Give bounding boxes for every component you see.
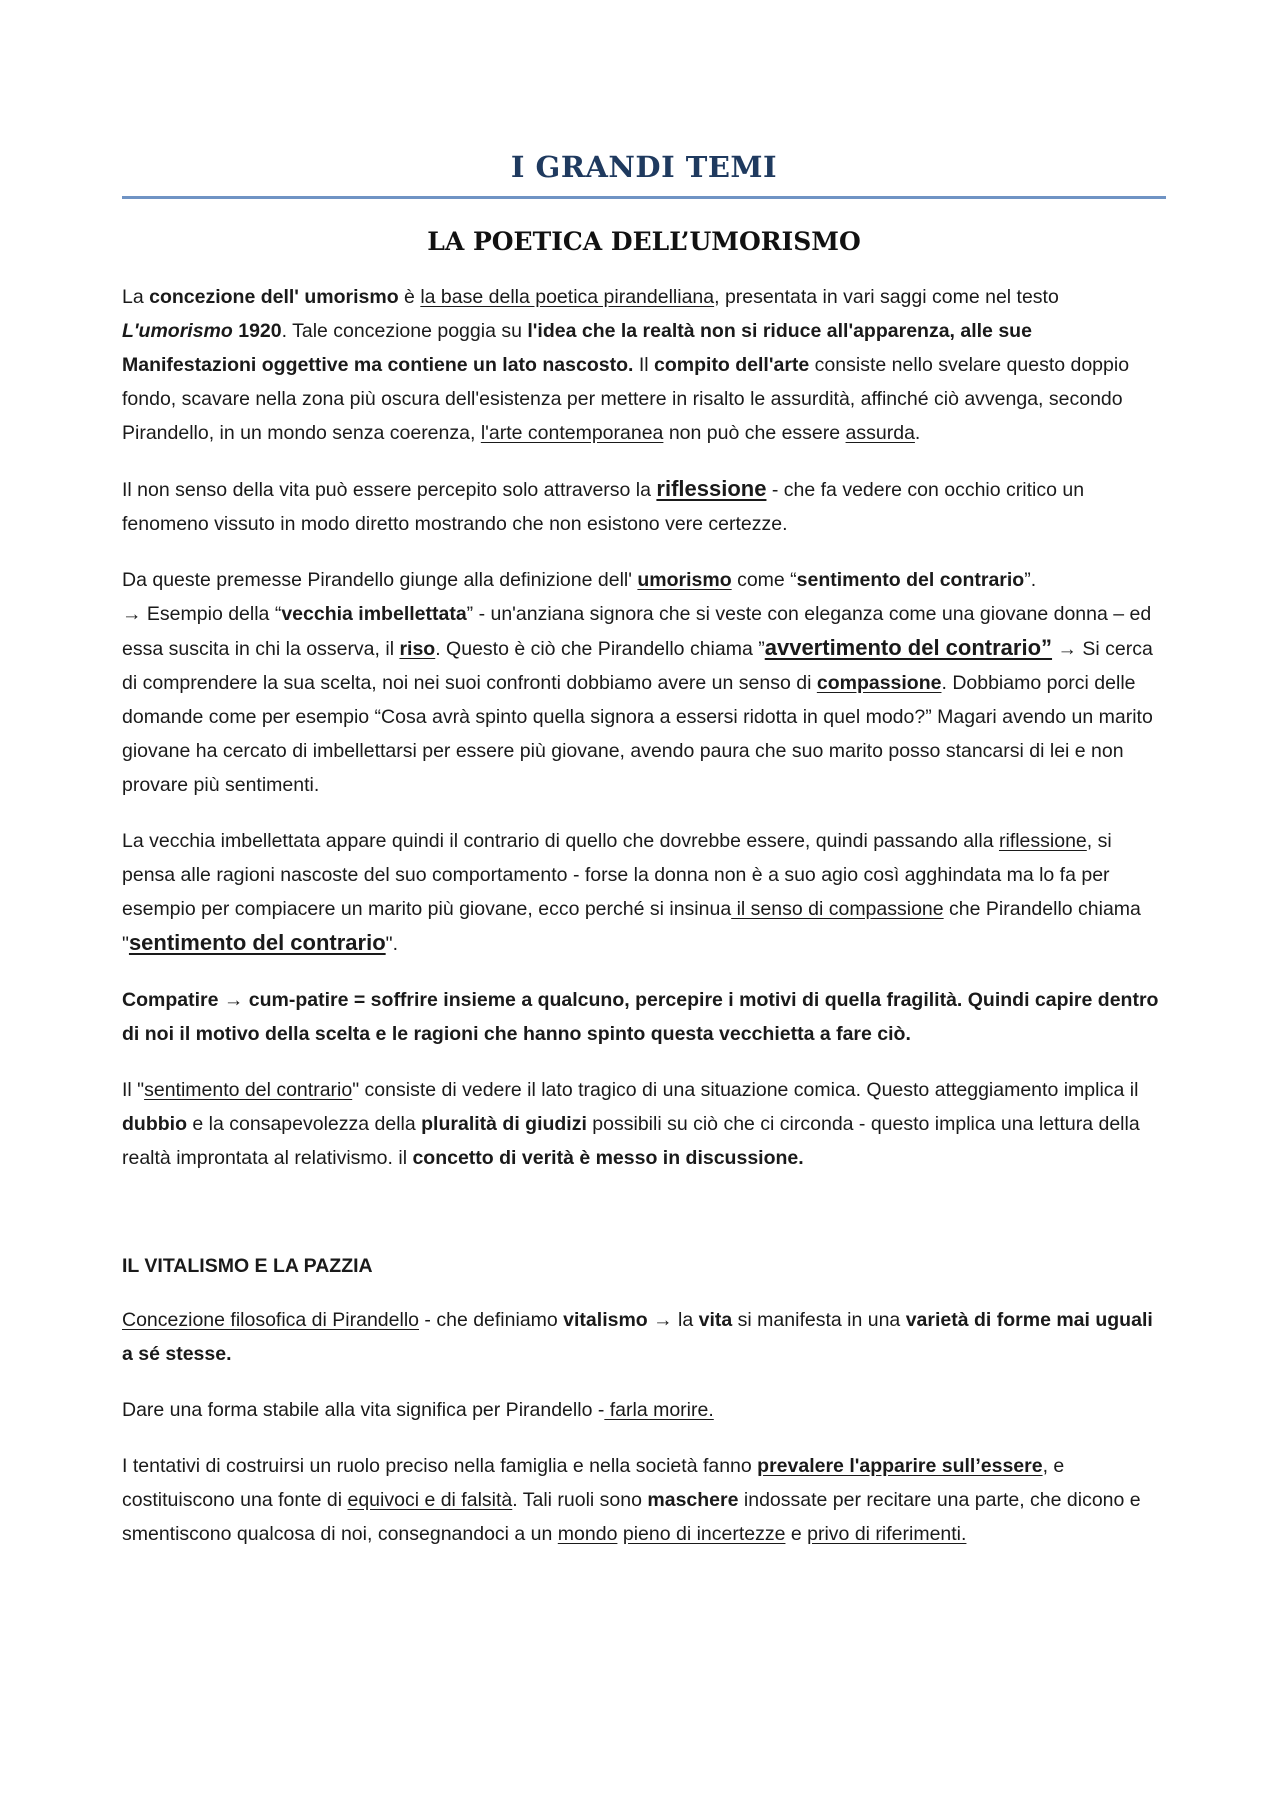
section-title-umorismo: LA POETICA DELL’UMORISMO bbox=[427, 227, 861, 256]
page-title: I GRANDI TEMI bbox=[122, 150, 1166, 199]
paragraph-sentimento-contrario: La vecchia imbellettata appare quindi il contrario di quello che dovrebbe essere, quindi passando alla riflessione, si pensa alle ragioni nascoste del suo comportamento - forse la donna non è a suo agio così agghindata ma lo fa per esempio per compiacere un marito più giovane, ecco perché si insinua il senso di compassione che Pirandello chiama "sentimento del contrario". bbox=[122, 830, 1141, 955]
paragraph-riflessione: Il non senso della vita può essere percepito solo attraverso la riflessione - che fa vedere con occhio critico un fenomeno vissuto in modo diretto mostrando che non esistono vere certezze. bbox=[122, 476, 1085, 535]
section-heading-vitalismo: IL VITALISMO E LA PAZZIA bbox=[122, 1255, 373, 1277]
paragraph-compatire: Compatire → cum-patire = soffrire insieme a qualcuno, percepire i motivi di quella fragilità. Quindi capire dentro di noi il motivo della scelta e le ragioni che hanno spinto questa vecchietta a fare ciò. bbox=[122, 989, 1159, 1045]
paragraph-umorismo-concezione: La concezione dell' umorismo è la base della poetica pirandelliana, presentata in vari saggi come nel testo L'umorismo 1920. Tale concezione poggia su l'idea che la realtà non si riduce all'apparenza, alle sue Manifestazioni oggettive ma contiene un lato nascosto. Il compito dell'arte consiste nello svelare questo doppio fondo, scavare nella zona più oscura dell'esistenza per mettere in risalto le assurdità, affinché ciò avvenga, secondo Pirandello, in un mondo senza coerenza, l'arte contemporanea non può che essere assurda. bbox=[122, 286, 1130, 444]
paragraph-vitalismo: Concezione filosofica di Pirandello - che definiamo vitalismo → la vita si manifesta in una varietà di forme mai uguali a sé stesse. bbox=[122, 1309, 1153, 1365]
paragraph-relativismo: Il "sentimento del contrario" consiste di vedere il lato tragico di una situazione comica. Questo atteggiamento implica il dubbio e la consapevolezza della pluralità di giudizi possibili su ciò che ci circonda - questo implica una lettura della realtà improntata al relativismo. il concetto di verità è messo in discussione. bbox=[122, 1079, 1140, 1169]
paragraph-forma-stabile: Dare una forma stabile alla vita significa per Pirandello - farla morire. bbox=[122, 1399, 714, 1421]
arrow-icon: → Esempio della “ bbox=[122, 603, 282, 625]
paragraph-maschere: I tentativi di costruirsi un ruolo preciso nella famiglia e nella società fanno prevalere l'apparire sull’essere, e costituiscono una fonte di equivoci e di falsità. Tali ruoli sono maschere indossate per recitare una parte, che dicono e smentiscono qualcosa di noi, consegnandoci a un mondo pieno di incertezze e privo di riferimenti. bbox=[122, 1455, 1141, 1545]
paragraph-vecchia-imbellettata: Da queste premesse Pirandello giunge alla definizione dell' umorismo come “sentimento del contrario”. → Esempio della “vecchia imbellettata” - un'anziana signora che si veste con eleganza come una giovane donna – ed essa suscita in chi la osserva, il riso. Questo è ciò che Pirandello chiama ”avvertimento del contrario” → Si cerca di comprendere la sua scelta, noi nei suoi confronti dobbiamo avere un senso di compassione. Dobbiamo porci delle domande come per esempio “Cosa avrà spinto quella signora a essersi ridotta in quel modo?” Magari avendo un marito giovane ha cercato di imbellettarsi per essere più giovane, avendo paura che suo marito posso stancarsi di lei e non provare più sentimenti. bbox=[122, 569, 1153, 796]
